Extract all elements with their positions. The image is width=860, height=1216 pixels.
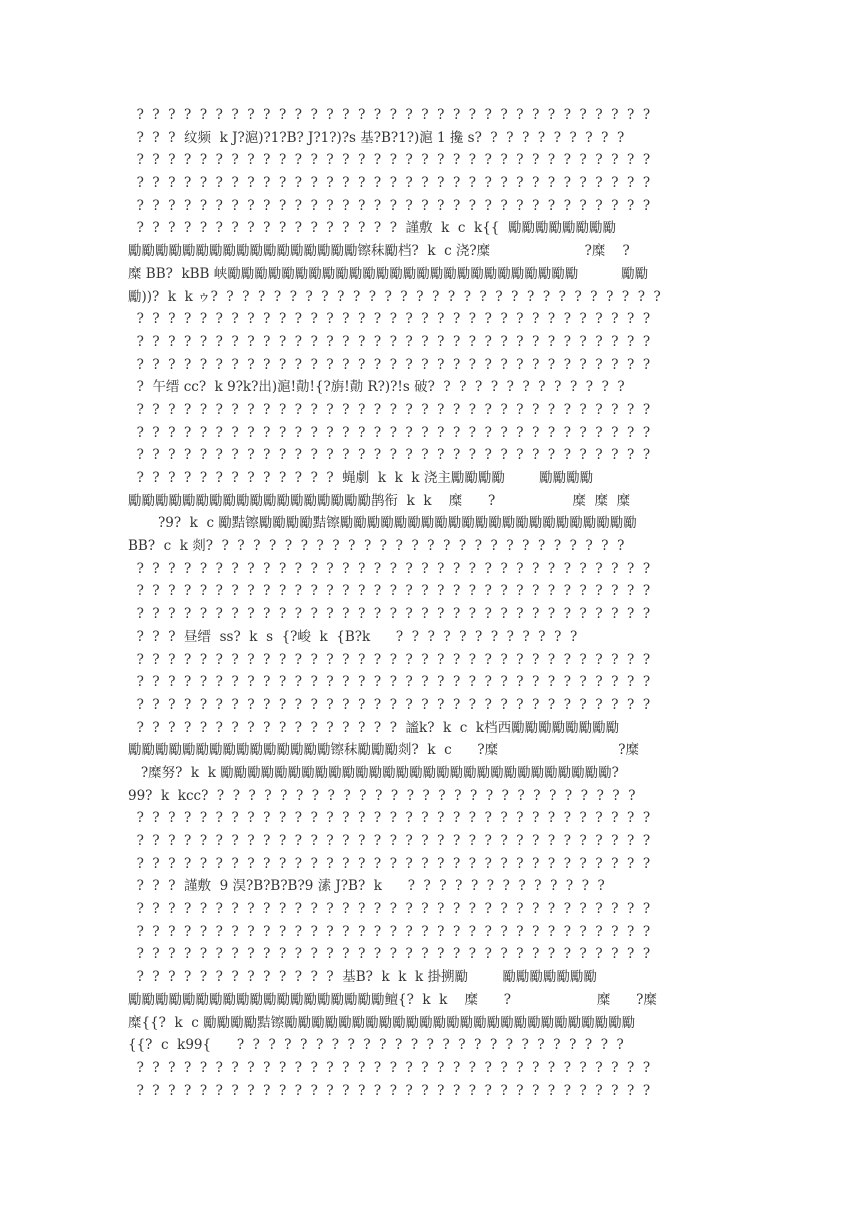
text-line: ? ? ? ? ? ? ? ? ? ? ? ? ? ? ? ? ? ? ? ? ? ? ? ? ? ? ? ? ? ? ? ? ? [128, 356, 651, 373]
text-line: ? ? ? 謹敷 9 淏?B?B?B?9 溸 J?B? k ? ? ? ? ? ? ? ? ? ? ? ? ? [128, 878, 605, 895]
text-line: ? ? ? ? ? ? ? ? ? ? ? ? ? ? ? ? ? ? ? ? ? ? ? ? ? ? ? ? ? ? ? ? ? [128, 447, 651, 464]
text-line: ? ? ? ? ? ? ? ? ? ? ? ? ? ? ? ? ? ? ? ? ? ? ? ? ? ? ? ? ? ? ? ? ? [128, 1082, 651, 1099]
text-line: ? ? ? ? ? ? ? ? ? ? ? ? ? ? ? ? ? 謹敷 k c k{{ 勵勵勵勵勵勵勵勵 [128, 220, 616, 237]
text-line: ? ? ? ? ? ? ? ? ? ? ? ? ? ? ? ? ? ? ? ? ? ? ? ? ? ? ? ? ? ? ? ? ? [128, 923, 651, 940]
text-line: ? ? ? ? ? ? ? ? ? ? ? ? ? ? ? ? ? ? ? ? ? ? ? ? ? ? ? ? ? ? ? ? ? [128, 696, 651, 713]
text-line: ? ? ? ? ? ? ? ? ? ? ? ? ? ? ? ? ? ? ? ? ? ? ? ? ? ? ? ? ? ? ? ? ? [128, 311, 651, 328]
text-line: ? ? ? ? ? ? ? ? ? ? ? ? ? ? ? ? ? ? ? ? ? ? ? ? ? ? ? ? ? ? ? ? ? [128, 946, 651, 963]
text-line: ? ? ? ? ? ? ? ? ? ? ? ? ? 基B? k k k 掛搠勵 勵勵勵勵勵勵勵 [128, 969, 597, 986]
text-line: BB? c k 剡? ? ? ? ? ? ? ? ? ? ? ? ? ? ? ? ? ? ? ? ? ? ? ? ? ? ? [128, 538, 625, 555]
text-line: ?糜努? k k 勵勵勵勵勵勵勵勵勵勵勵勵勵勵勵勵勵勵勵勵勵勵勵勵勵勵勵勵勵? [128, 764, 619, 781]
text-line: {{? c k99{ ? ? ? ? ? ? ? ? ? ? ? ? ? ? ? ? ? ? ? ? ? ? ? ? ? [128, 1037, 624, 1054]
text-line: ? ? ? ? ? ? ? ? ? ? ? ? ? ? ? ? ? ? ? ? ? ? ? ? ? ? ? ? ? ? ? ? ? [128, 583, 651, 600]
text-line: ? ? ? ? ? ? ? ? ? ? ? ? ? ? ? ? ? ? ? ? ? ? ? ? ? ? ? ? ? ? ? ? ? [128, 674, 651, 691]
text-line: ? ? ? ? ? ? ? ? ? ? ? ? ? ? ? ? ? ? ? ? ? ? ? ? ? ? ? ? ? ? ? ? ? [128, 901, 651, 918]
text-line: ? ? ? ? ? ? ? ? ? ? ? ? ? ? ? ? ? ? ? ? ? ? ? ? ? ? ? ? ? ? ? ? ? [128, 560, 651, 577]
text-line: ? ? ? ? ? ? ? ? ? ? ? ? ? ? ? ? ? 謐k? k c k档西勵勵勵勵勵勵勵勵 [128, 719, 620, 736]
text-line: ? ? ? 昼缙 ss? k s {?峻 k {B?k ? ? ? ? ? ? ? ? ? ? ? ? [128, 628, 578, 645]
text-line: ? ? ? ? ? ? ? ? ? ? ? ? ? ? ? ? ? ? ? ? ? ? ? ? ? ? ? ? ? ? ? ? ? [128, 107, 651, 123]
text-line: ? ? ? ? ? ? ? ? ? ? ? ? ? ? ? ? ? ? ? ? ? ? ? ? ? ? ? ? ? ? ? ? ? [128, 424, 651, 441]
text-line: ? ? ? ? ? ? ? ? ? ? ? ? ? ? ? ? ? ? ? ? ? ? ? ? ? ? ? ? ? ? ? ? ? [128, 152, 651, 169]
text-line: ? ? ? ? ? ? ? ? ? ? ? ? ? ? ? ? ? ? ? ? ? ? ? ? ? ? ? ? ? ? ? ? ? [128, 333, 651, 350]
text-line: ? 午缙 cc? k 9?k?出)滬!勣!{?旃!勣 R?)?!s 破? ? ? ? ? ? ? ? ? ? ? ? ? [128, 379, 625, 396]
text-line: 糜 BB? kBB 峡勵勵勵勵勵勵勵勵勵勵勵勵勵勵勵勵勵勵勵勵勵勵勵勵勵勵 勵勵 [128, 265, 649, 282]
document-body [128, 104, 740, 1102]
text-line: ? ? ? ? ? ? ? ? ? ? ? ? ? ? ? ? ? ? ? ? ? ? ? ? ? ? ? ? ? ? ? ? ? [128, 175, 651, 192]
text-line: ? ? ? ? ? ? ? ? ? ? ? ? ? ? ? ? ? ? ? ? ? ? ? ? ? ? ? ? ? ? ? ? ? [128, 833, 651, 849]
text-line: ?9? k c 勵黠镲勵勵勵勵黠镲勵勵勵勵勵勵勵勵勵勵勵勵勵勵勵勵勵勵勵勵勵勵 [128, 515, 637, 532]
text-line: ? ? ? ? ? ? ? ? ? ? ? ? ? ? ? ? ? ? ? ? ? ? ? ? ? ? ? ? ? ? ? ? ? [128, 855, 651, 872]
text-line: 勵勵勵勵勵勵勵勵勵勵勵勵勵勵勵勵勵镲秣勵档? k c 浇?糜 ?糜 ? [128, 243, 630, 260]
text-line: 99? k kcc? ? ? ? ? ? ? ? ? ? ? ? ? ? ? ? ? ? ? ? ? ? ? ? ? ? ? ? [128, 787, 636, 804]
text-line: 勵勵勵勵勵勵勵勵勵勵勵勵勵勵勵勵勵勵鹊衔 k k 糜 ? 糜 糜 糜 [128, 492, 631, 509]
text-line: ? ? ? ? ? ? ? ? ? ? ? ? ? ? ? ? ? ? ? ? ? ? ? ? ? ? ? ? ? ? ? ? ? [128, 651, 651, 668]
text-line: ? ? ? ? ? ? ? ? ? ? ? ? ? 蝇劇 k k k 浇主勵勵勵勵 勵勵勵勵 [128, 470, 594, 486]
text-line: ? ? ? 纹频 k J?滬)?1?B? J?1?)?s 基?B?1?)滬 1 攙 s? ? ? ? ? ? ? ? ? ? [128, 129, 625, 146]
text-line: ? ? ? ? ? ? ? ? ? ? ? ? ? ? ? ? ? ? ? ? ? ? ? ? ? ? ? ? ? ? ? ? ? [128, 810, 651, 827]
text-line: ? ? ? ? ? ? ? ? ? ? ? ? ? ? ? ? ? ? ? ? ? ? ? ? ? ? ? ? ? ? ? ? ? [128, 197, 651, 214]
text-line: ? ? ? ? ? ? ? ? ? ? ? ? ? ? ? ? ? ? ? ? ? ? ? ? ? ? ? ? ? ? ? ? ? [128, 1059, 651, 1076]
text-line: 勵))? k k ゥ? ? ? ? ? ? ? ? ? ? ? ? ? ? ? ? ? ? ? ? ? ? ? ? ? ? ? ? ? [128, 288, 661, 305]
text-line: 勵勵勵勵勵勵勵勵勵勵勵勵勵勵勵镲秣勵勵勵剡? k c ?糜 ?糜 [128, 742, 640, 759]
text-line: 勵勵勵勵勵勵勵勵勵勵勵勵勵勵勵勵勵勵勵鳣{? k k 糜 ? 糜 ?糜 [128, 991, 657, 1008]
text-line: ? ? ? ? ? ? ? ? ? ? ? ? ? ? ? ? ? ? ? ? ? ? ? ? ? ? ? ? ? ? ? ? ? [128, 401, 651, 418]
text-line: 糜{{? k c 勵勵勵勵黠镲勵勵勵勵勵勵勵勵勵勵勵勵勵勵勵勵勵勵勵勵勵勵勵勵勵勵 [128, 1014, 636, 1031]
text-line: ? ? ? ? ? ? ? ? ? ? ? ? ? ? ? ? ? ? ? ? ? ? ? ? ? ? ? ? ? ? ? ? ? [128, 606, 651, 623]
